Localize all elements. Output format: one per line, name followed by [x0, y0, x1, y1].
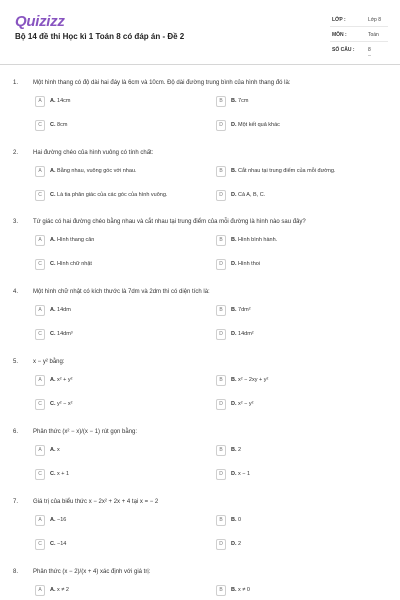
- option-text: x: [57, 447, 60, 453]
- meta-value: 8: [368, 47, 371, 56]
- option-prefix: C.: [50, 122, 56, 128]
- option-letter-box: C: [35, 539, 45, 550]
- option-label: [50, 237, 94, 243]
- option-label: [50, 517, 66, 523]
- option-prefix: A.: [50, 447, 56, 453]
- question-text: Giá trị của biểu thức x − 2x² + 2x + 4 tại x = − 2: [33, 499, 159, 505]
- option-text: y² − x²: [57, 401, 73, 407]
- option-prefix: C.: [50, 261, 56, 267]
- meta-value: Toán: [368, 32, 379, 38]
- option-label: [231, 517, 241, 523]
- meta-label: MÔN :: [332, 32, 347, 38]
- option-label: [50, 331, 73, 337]
- option-prefix: B.: [231, 237, 237, 243]
- option-letter-box: B: [216, 515, 226, 526]
- option-prefix: D.: [231, 192, 237, 198]
- option-letter-box: B: [216, 375, 226, 386]
- question-text: Một hình chữ nhật có kích thước là 7dm và 2dm thì có diện tích là:: [33, 289, 210, 295]
- option-prefix: D.: [231, 261, 237, 267]
- option-prefix: B.: [231, 517, 237, 523]
- question-number: 3.: [13, 219, 19, 225]
- option-letter-box: C: [35, 329, 45, 340]
- option-letter-box: B: [216, 166, 226, 177]
- question-number: 1.: [13, 80, 19, 86]
- option-letter-box: B: [216, 96, 226, 107]
- question-number: 8.: [13, 569, 19, 575]
- option-text: Hình thang cân: [57, 237, 95, 243]
- option-text: 7dm²: [238, 307, 251, 313]
- option-letter-box: A: [35, 235, 45, 246]
- option-label: [231, 587, 250, 593]
- meta-value: Lớp 8: [368, 17, 382, 23]
- option-label: [50, 377, 72, 383]
- option-prefix: A.: [50, 377, 56, 383]
- header-divider: [0, 64, 400, 65]
- question-text: x − y² bằng:: [33, 359, 65, 365]
- option-label: [50, 541, 66, 547]
- option-letter-box: D: [216, 539, 226, 550]
- option-label: [50, 192, 167, 198]
- option-prefix: C.: [50, 541, 56, 547]
- option-label: [50, 447, 60, 453]
- option-label: [231, 401, 253, 407]
- option-letter-box: B: [216, 445, 226, 456]
- option-text: Là tia phân giác của các góc của hình vuông.: [57, 192, 168, 198]
- option-prefix: D.: [231, 331, 237, 337]
- option-text: x ≠ 2: [57, 587, 69, 593]
- option-prefix: A.: [50, 237, 56, 243]
- option-text: x² − 2xy + y²: [238, 377, 269, 383]
- option-label: [50, 401, 72, 407]
- option-prefix: A.: [50, 517, 56, 523]
- option-label: [50, 261, 92, 267]
- option-prefix: D.: [231, 122, 237, 128]
- option-label: [231, 541, 241, 547]
- option-label: [231, 192, 265, 198]
- option-text: 2: [238, 541, 242, 547]
- option-text: 14dm: [57, 307, 71, 313]
- option-label: [231, 261, 260, 267]
- option-text: x² − y²: [238, 401, 254, 407]
- option-letter-box: C: [35, 190, 45, 201]
- quizizz-logo: Quizizz: [15, 13, 65, 30]
- option-letter-box: D: [216, 399, 226, 410]
- option-prefix: D.: [231, 401, 237, 407]
- option-label: [231, 331, 254, 337]
- question-number: 5.: [13, 359, 19, 365]
- option-text: 14cm: [57, 98, 71, 104]
- option-label: [231, 471, 250, 477]
- option-prefix: D.: [231, 541, 237, 547]
- option-label: [231, 237, 277, 243]
- option-label: [50, 471, 69, 477]
- option-letter-box: D: [216, 120, 226, 131]
- option-prefix: C.: [50, 192, 56, 198]
- option-prefix: B.: [231, 307, 237, 313]
- option-text: x + 1: [57, 471, 70, 477]
- option-prefix: B.: [231, 168, 237, 174]
- option-letter-box: C: [35, 469, 45, 480]
- option-letter-box: D: [216, 259, 226, 270]
- question-number: 4.: [13, 289, 19, 295]
- option-label: [231, 122, 280, 128]
- question-text: Một hình thang có độ dài hai đáy là 6cm và 10cm. Độ dài đường trung bình của hình thang đó là:: [33, 80, 291, 86]
- option-letter-box: D: [216, 469, 226, 480]
- option-prefix: D.: [231, 471, 237, 477]
- meta-row-count: [330, 42, 388, 57]
- option-prefix: C.: [50, 331, 56, 337]
- question-text: Hai đường chéo của hình vuông có tính chất:: [33, 150, 154, 156]
- option-prefix: A.: [50, 98, 56, 104]
- option-text: Hình thoi: [238, 261, 261, 267]
- option-text: Cắt nhau tại trung điểm của mỗi đường.: [238, 168, 336, 174]
- option-text: 0: [238, 517, 242, 523]
- option-letter-box: B: [216, 305, 226, 316]
- option-prefix: C.: [50, 471, 56, 477]
- option-prefix: C.: [50, 401, 56, 407]
- option-text: Cả A, B, C.: [238, 192, 266, 198]
- option-letter-box: C: [35, 259, 45, 270]
- meta-table: [330, 12, 388, 57]
- option-text: Hình bình hành.: [238, 237, 278, 243]
- option-text: 14dm³: [57, 331, 73, 337]
- option-prefix: A.: [50, 307, 56, 313]
- option-label: [231, 307, 251, 313]
- option-letter-box: A: [35, 585, 45, 596]
- option-letter-box: C: [35, 120, 45, 131]
- option-text: Bằng nhau, vuông góc với nhau.: [57, 168, 137, 174]
- option-text: −16: [57, 517, 67, 523]
- meta-row-class: [330, 12, 388, 27]
- option-label: [231, 377, 268, 383]
- question-text: Phân thức (x − 2)/(x + 4) xác định với giá trị:: [33, 569, 151, 575]
- option-prefix: A.: [50, 587, 56, 593]
- option-letter-box: D: [216, 190, 226, 201]
- meta-row-subject: [330, 27, 388, 42]
- option-letter-box: C: [35, 399, 45, 410]
- page-header: [0, 0, 400, 62]
- option-text: x ≠ 0: [238, 587, 250, 593]
- option-prefix: A.: [50, 168, 56, 174]
- option-label: [231, 168, 336, 174]
- option-letter-box: A: [35, 375, 45, 386]
- option-label: [50, 587, 69, 593]
- option-letter-box: B: [216, 235, 226, 246]
- option-text: Hình chữ nhật: [57, 261, 92, 267]
- option-text: 8cm: [57, 122, 68, 128]
- option-label: [50, 98, 70, 104]
- option-letter-box: A: [35, 305, 45, 316]
- option-label: [50, 168, 136, 174]
- question-number: 6.: [13, 429, 19, 435]
- option-text: x² + y²: [57, 377, 73, 383]
- option-letter-box: A: [35, 96, 45, 107]
- option-label: [50, 307, 71, 313]
- option-prefix: B.: [231, 587, 237, 593]
- option-prefix: B.: [231, 98, 237, 104]
- option-text: −14: [57, 541, 67, 547]
- option-label: [231, 98, 248, 104]
- question-number: 7.: [13, 499, 19, 505]
- option-letter-box: A: [35, 445, 45, 456]
- question-number: 2.: [13, 150, 19, 156]
- worksheet-title: Bộ 14 đề thi Học kì 1 Toán 8 có đáp án - Đề 2: [15, 32, 185, 41]
- option-label: [50, 122, 67, 128]
- option-letter-box: A: [35, 166, 45, 177]
- meta-label: SỐ CÂU :: [332, 47, 355, 53]
- option-text: 2: [238, 447, 242, 453]
- option-text: Một kết quả khác: [238, 122, 280, 128]
- question-text: Tứ giác có hai đường chéo bằng nhau và cắt nhau tại trung điểm của mỗi đường là hình nào sau đây?: [33, 219, 306, 225]
- option-prefix: B.: [231, 447, 237, 453]
- meta-label: LỚP :: [332, 17, 346, 23]
- option-letter-box: B: [216, 585, 226, 596]
- option-letter-box: D: [216, 329, 226, 340]
- option-text: 7cm: [238, 98, 249, 104]
- option-prefix: B.: [231, 377, 237, 383]
- option-text: x − 1: [238, 471, 251, 477]
- option-text: 14dm²: [238, 331, 254, 337]
- option-label: [231, 447, 241, 453]
- option-letter-box: A: [35, 515, 45, 526]
- question-text: Phân thức (x² − x)/(x − 1) rút gọn bằng:: [33, 429, 138, 435]
